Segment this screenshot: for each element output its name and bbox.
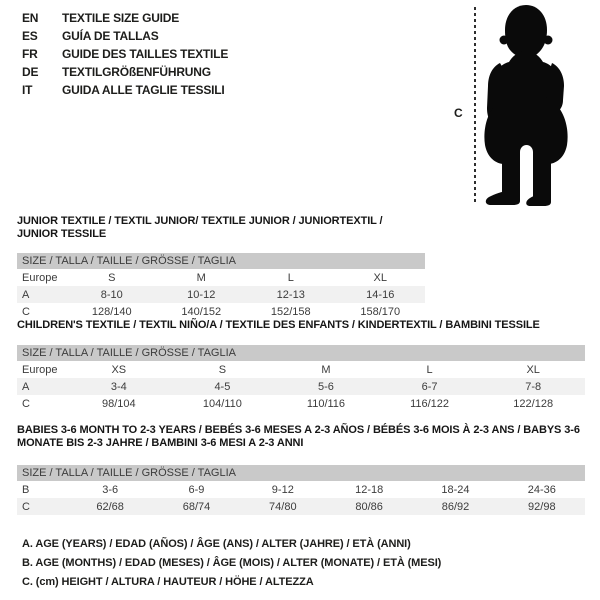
size-table (17, 361, 585, 412)
table-cell: 158/170 (360, 305, 401, 318)
table-cell: S (108, 271, 116, 284)
table-cell: 3-4 (110, 380, 127, 393)
height-measure-label: C (454, 106, 463, 120)
size-header-band: SIZE / TALLA / TAILLE / GRÖSSE / TAGLIA (17, 465, 585, 481)
legend-line: C. (cm) HEIGHT / ALTURA / HAUTEUR / HÖHE / ALTEZZA (22, 576, 314, 588)
table-cell: 86/92 (441, 500, 470, 513)
height-measure-dotted-line (474, 7, 476, 204)
row-label: C (22, 500, 30, 513)
language-title: TEXTILGRÖßENFÜHRUNG (62, 65, 211, 79)
table-cell: XL (526, 363, 540, 376)
table-cell: 122/128 (513, 397, 554, 410)
table-row (17, 303, 425, 320)
legend-line: A. AGE (YEARS) / EDAD (AÑOS) / ÂGE (ANS) / ALTER (JAHRE) / ETÀ (ANNI) (22, 538, 411, 550)
table-cell: 74/80 (269, 500, 297, 513)
size-header-band: SIZE / TALLA / TAILLE / GRÖSSE / TAGLIA (17, 253, 425, 269)
size-table (17, 269, 425, 320)
language-code: IT (22, 83, 33, 97)
table-cell: 68/74 (182, 500, 211, 513)
table-cell: 24-36 (527, 483, 556, 496)
language-row (22, 63, 228, 81)
table-row (17, 498, 585, 515)
table-cell: 18-24 (441, 483, 470, 496)
table-cell: 98/104 (101, 397, 136, 410)
junior-table-section (17, 215, 425, 320)
table-cell: 6-7 (421, 380, 438, 393)
table-cell: 128/140 (91, 305, 132, 318)
table-cell: 6-9 (188, 483, 205, 496)
table-cell: 5-6 (318, 380, 334, 393)
table-cell: 110/116 (306, 397, 346, 410)
table-row (17, 286, 425, 303)
table-cell: 9-12 (271, 483, 294, 496)
row-label: Europe (22, 363, 58, 376)
table-cell: L (426, 363, 433, 376)
table-cell: 3-6 (102, 483, 119, 496)
language-title: TEXTILE SIZE GUIDE (62, 11, 180, 25)
language-code: FR (22, 47, 38, 61)
table-cell: 7-8 (525, 380, 542, 393)
table-row (17, 481, 585, 498)
language-title-list (22, 9, 228, 99)
language-row (22, 9, 228, 27)
table-row (17, 269, 425, 286)
table-cell: 10-12 (187, 288, 216, 301)
language-code: DE (22, 65, 39, 79)
row-label: Europe (22, 271, 58, 284)
table-cell: 14-16 (366, 288, 395, 301)
table-row (17, 378, 585, 395)
row-label: A (22, 380, 30, 393)
table-cell: 12-18 (355, 483, 384, 496)
table-cell: 8-10 (100, 288, 123, 301)
row-label: C (22, 397, 30, 410)
table-cell: 80/86 (355, 500, 383, 513)
table-cell: 62/68 (96, 500, 124, 513)
size-table (17, 481, 585, 515)
table-row (17, 395, 585, 412)
table-cell: 4-5 (214, 380, 231, 393)
language-code: ES (22, 29, 38, 43)
language-title: GUIDE DES TAILLES TEXTILE (62, 47, 229, 61)
measurement-legend (22, 535, 441, 592)
table-cell: 140/152 (181, 305, 222, 318)
table-cell: 104/110 (202, 397, 242, 410)
size-header-band: SIZE / TALLA / TAILLE / GRÖSSE / TAGLIA (17, 345, 585, 361)
legend-line: B. AGE (MONTHS) / EDAD (MESES) / ÂGE (MOIS) / ALTER (MONATE) / ETÀ (MESI) (22, 557, 442, 569)
row-label: C (22, 305, 30, 318)
table-cell: 116/122 (410, 397, 450, 410)
row-label: A (22, 288, 30, 301)
table-cell: XS (111, 363, 127, 376)
language-row (22, 27, 228, 45)
children-table-section (17, 319, 585, 412)
table-cell: M (321, 363, 331, 376)
language-row (22, 81, 228, 99)
table-cell: M (196, 271, 206, 284)
table-cell: 12-13 (276, 288, 305, 301)
table-title: BABIES 3-6 MONTH TO 2-3 YEARS / BEBÉS 3-6 MESES A 2-3 AÑOS / BÉBÉS 3-6 MOIS À 2-3 ANS / BABYS 3-6 MONATE BIS 2-3 JAHRE / BAMBINI 3-6 MESI A 2-3 ANNI (17, 424, 580, 449)
toddler-silhouette-icon (479, 4, 575, 206)
table-cell: XL (373, 271, 387, 284)
table-cell: L (287, 271, 294, 284)
row-label: B (22, 483, 30, 496)
table-row (17, 361, 585, 378)
table-cell: 152/158 (270, 305, 311, 318)
language-title: GUIDA ALLE TAGLIE TESSILI (62, 83, 225, 97)
language-title: GUÍA DE TALLAS (62, 29, 159, 43)
language-row (22, 45, 228, 63)
babies-table-section (17, 424, 585, 515)
table-cell: 92/98 (528, 500, 556, 513)
table-title: JUNIOR TEXTILE / TEXTIL JUNIOR/ TEXTILE JUNIOR / JUNIORTEXTIL / JUNIOR TESSILE (17, 215, 383, 240)
table-title: CHILDREN'S TEXTILE / TEXTIL NIÑO/A / TEXTILE DES ENFANTS / KINDERTEXTIL / BAMBINI TESSILE (17, 319, 540, 331)
table-cell: S (218, 363, 227, 376)
language-code: EN (22, 11, 39, 25)
